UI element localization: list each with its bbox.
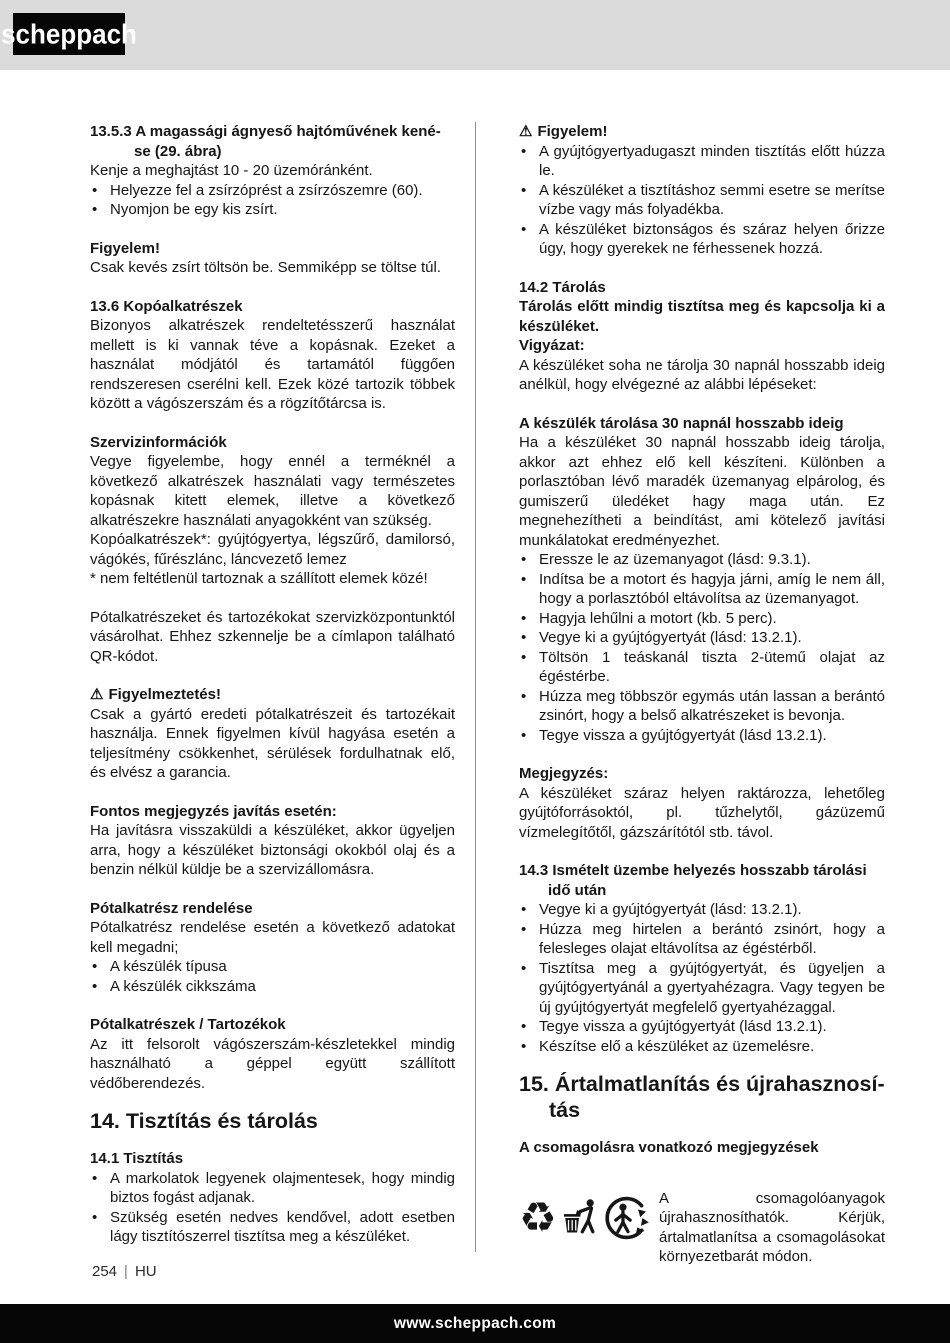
bullet-item — [519, 648, 885, 687]
paragraph: Pótalkatrész rendelése esetén a következő adatokat kell megadni; — [90, 919, 455, 956]
spacer — [90, 783, 455, 802]
bullet-text: A készüléket biztonságos és száraz helyen őrizze úgy, hogy gyerekek ne férhessenek hozzá. — [539, 220, 885, 257]
bullet-item — [90, 200, 455, 220]
bullet-list — [90, 1169, 455, 1247]
tidyman-icon — [560, 1195, 602, 1241]
section-heading: 14. Tisztítás és tárolás — [90, 1109, 318, 1133]
bullet-text: A készülék cikkszáma — [110, 977, 256, 995]
recycle-icon: ♻ — [519, 1193, 557, 1241]
bullet-icon: • — [92, 977, 98, 995]
bullet-text: Indítsa be a motort és hagyja járni, amíg le nem áll, hogy a porlasztóból eltávolítsa az üzemanyagot. — [539, 570, 885, 607]
page-header — [0, 0, 950, 70]
bullet-item — [519, 920, 885, 959]
bullet-icon: • — [521, 726, 527, 744]
paragraph: Bizonyos alkatrészek rendeltetésszerű használat mellett is ki vannak téve a kopásnak. Ezeket a használat módjától és tartamától függően rendszeresen cserélni kell. Ezek közé tartozik többek között a vágószerszám és a rögzítőtárcsa is. — [90, 317, 455, 412]
bullet-icon: • — [92, 958, 98, 975]
bullet-item — [90, 977, 455, 997]
bullet-item — [519, 220, 885, 259]
bullet-item — [519, 609, 885, 629]
bullet-icon: • — [521, 1018, 527, 1035]
paragraph: Csak kevés zsírt töltsön be. Semmiképp se töltse túl. — [90, 259, 441, 276]
heading: Megjegyzés: — [519, 765, 609, 782]
heading: 14.2 Tárolás — [519, 278, 606, 296]
bullet-text: Húzza meg többször egymás után lassan a berántó zsinórt, hogy a belső alkatrészeket is bevonja. — [539, 687, 885, 724]
bullet-text: Nyomjon be egy kis zsírt. — [110, 201, 278, 218]
bullet-item — [519, 1017, 885, 1037]
paragraph: Ha a készüléket 30 napnál hosszabb ideig tárolja, akkor azt ehhez elő kell készíteni. Különben a porlasztóban lévő maradék üzemanyag elpárolog, és gumiszerű üledéket hagy maga után. Ez megnehezítheti a beindítást, ami kötelező javítási munkálatokat eredményezhet. — [519, 434, 885, 549]
left-column — [90, 122, 455, 1247]
paragraph: A készüléket száraz helyen raktározza, lehetőleg gyújtóforrásoktól, pl. tűzhelytől, gázüzemű vízmelegítőtől, gázszárítótól stb. távol. — [519, 784, 885, 841]
bullet-text: Hagyja lehűlni a motort (kb. 5 perc). — [539, 609, 777, 627]
spacer — [519, 259, 885, 278]
bullet-text: A markolatok legyenek olajmentesek, hogy mindig biztos fogást adjanak. — [110, 1169, 455, 1206]
bullet-item — [90, 957, 455, 977]
bullet-list — [519, 900, 885, 1056]
bullet-list — [90, 957, 455, 996]
bullet-item — [90, 1169, 455, 1208]
heading: Szervizinformációk — [90, 433, 227, 451]
heading: Figyelem! — [90, 239, 161, 257]
heading: 14.1 Tisztítás — [90, 1150, 184, 1167]
bullet-item — [519, 726, 885, 746]
bullet-icon: • — [521, 901, 527, 918]
bullet-icon: • — [521, 959, 527, 977]
paragraph: A készüléket soha ne tárolja 30 napnál hosszabb ideig anélkül, hogy elvégezné az alábbi lépéseket: — [519, 356, 885, 393]
bullet-list — [519, 550, 885, 745]
bullet-item — [519, 550, 885, 570]
heading: 13.6 Kopóalkatrészek — [90, 297, 243, 315]
bullet-item — [519, 628, 885, 648]
bullet-icon: • — [92, 1208, 98, 1226]
column-divider — [475, 122, 476, 1252]
bullet-item — [519, 900, 885, 920]
spacer — [90, 880, 455, 899]
bullet-text: Töltsön 1 teáskanál tiszta 2-ütemű olajat az égéstérbe. — [539, 648, 885, 685]
spacer — [90, 666, 455, 685]
bullet-icon: • — [521, 920, 527, 938]
spacer — [519, 395, 885, 414]
heading: A csomagolásra vonatkozó megjegyzések — [519, 1139, 819, 1156]
bullet-text: Készítse elő a készüléket az üzemelésre. — [539, 1037, 815, 1055]
heading: Vigyázat: — [519, 337, 585, 354]
spacer — [519, 842, 885, 861]
bullet-item — [519, 142, 885, 181]
page-number-value: 254 — [92, 1263, 118, 1280]
bullet-icon: • — [92, 1169, 98, 1187]
heading: Pótalkatrészek / Tartozékok — [90, 1016, 286, 1033]
spacer — [519, 1158, 885, 1177]
packaging-icons — [519, 1195, 659, 1241]
section-heading: 15. Ártalmatlanítás és újrahasznosí- tás — [519, 1072, 885, 1122]
bullet-icon: • — [521, 629, 527, 646]
bullet-text: A gyújtógyertyadugaszt minden tisztítás előtt húzza le. — [539, 142, 885, 179]
bullet-text: Szükség esetén nedves kendővel, adott esetben lágy tisztítószerrel tisztítsa meg a készüléket. — [110, 1208, 455, 1245]
bullet-text: Tisztítsa meg a gyújtógyertyát, és ügyeljen a gyújtógyertyánál a gyertyahézagra. Vagy tegyen be új gyújtógyertyát megfelelő gyertyahézaggal. — [539, 959, 885, 1016]
page-content — [90, 122, 885, 1267]
bullet-text: Húzza meg hirtelen a berántó zsinórt, hogy a felesleges olajat eltávolítsa az égéstérből. — [539, 920, 885, 957]
warning-icon: ⚠ — [90, 686, 104, 703]
spacer — [90, 278, 455, 297]
heading: ⚠ Figyelem! — [519, 123, 608, 140]
warning-icon: ⚠ — [519, 123, 533, 140]
website-url: www.scheppach.com — [393, 1314, 557, 1332]
paragraph: Csak a gyártó eredeti pótalkatrészeit és tartozékait használja. Ennek figyelmen kívül hagyása esetén a teljesítmény csökkenhet, sérülések fordulhatnak elő, és elvész a garancia. — [90, 705, 455, 781]
bullet-item — [90, 1208, 455, 1247]
bullet-item — [519, 959, 885, 1018]
spacer — [519, 745, 885, 764]
bullet-text: A készüléket a tisztításhoz semmi esetre se merítse vízbe vagy más folyadékba. — [539, 181, 885, 218]
bullet-icon: • — [521, 181, 527, 199]
bullet-icon: • — [521, 570, 527, 588]
bullet-text: Vegye ki a gyújtógyertyát (lásd: 13.2.1). — [539, 901, 802, 918]
footer-bar — [0, 1304, 950, 1343]
heading: Tárolás előtt mindig tisztítsa meg és kapcsolja ki a készüléket. — [519, 298, 885, 335]
bullet-icon: • — [521, 687, 527, 705]
paragraph: Kopóalkatrészek*: gyújtógyertya, légszűrő, damilorsó, vágókés, fűrészlánc, láncvezető lemez — [90, 531, 455, 568]
bullet-list — [90, 181, 455, 220]
packaging-note — [519, 1189, 885, 1267]
bullet-icon: • — [521, 220, 527, 238]
bullet-icon: • — [521, 609, 527, 627]
bullet-list — [519, 142, 885, 259]
heading: ⚠ Figyelmeztetés! — [90, 686, 221, 703]
paragraph: Pótalkatrészeket és tartozékokat szervizközpontunktól vásárolhat. Ehhez szkennelje be a címlapon található QR-kódot. — [90, 608, 455, 665]
heading: 13.5.3 A magassági ágnyeső hajtóművének kené- se (29. ábra) — [90, 123, 441, 160]
heading: 14.3 Ismételt üzembe helyezés hosszabb tárolási idő után — [519, 862, 867, 899]
triman-icon — [605, 1195, 651, 1241]
bullet-text: Vegye ki a gyújtógyertyát (lásd: 13.2.1). — [539, 629, 802, 646]
paragraph: * nem feltétlenül tartoznak a szállított elemek közé! — [90, 570, 428, 587]
packaging-text: A csomagolóanyagok újrahasznosíthatók. Kérjük, ártalmatlanítsa a csomagolásokat környezetbarát módon. — [659, 1189, 885, 1265]
paragraph: Ha javításra visszaküldi a készüléket, akkor ügyeljen arra, hogy a készüléket biztonsági okokból olaj és a benzin nélkül küldje be a szervizállomásra. — [90, 822, 455, 878]
bullet-icon: • — [521, 142, 527, 160]
spacer — [90, 589, 455, 608]
bullet-text: Tegye vissza a gyújtógyertyát (lásd 13.2.1). — [539, 1018, 827, 1035]
page-number — [92, 1263, 157, 1280]
bullet-text: Eressze le az üzemanyagot (lásd: 9.3.1). — [539, 551, 811, 568]
bullet-text: Tegye vissza a gyújtógyertyát (lásd 13.2.1). — [539, 726, 827, 744]
paragraph: Az itt felsorolt vágószerszám-készletekkel mindig használható a géppel együtt szállított védőberendezés. — [90, 1035, 455, 1092]
spacer — [90, 220, 455, 239]
bullet-icon: • — [521, 648, 527, 666]
bullet-text: Helyezze fel a zsírzóprést a zsírzószemre (60). — [110, 181, 423, 199]
paragraph: Kenje a meghajtást 10 - 20 üzemóránként. — [90, 162, 373, 179]
language-code: HU — [134, 1263, 157, 1280]
heading: A készülék tárolása 30 napnál hosszabb ideig — [519, 414, 844, 432]
spacer — [90, 414, 455, 433]
page-number-separator: | — [124, 1263, 128, 1280]
scheppach-logo — [1, 13, 137, 55]
bullet-item — [90, 181, 455, 201]
bullet-icon: • — [92, 181, 98, 199]
bullet-item — [519, 570, 885, 609]
spacer — [90, 996, 455, 1015]
heading: Fontos megjegyzés javítás esetén: — [90, 802, 337, 820]
bullet-item — [519, 687, 885, 726]
bullet-text: A készülék típusa — [110, 958, 227, 975]
bullet-item — [519, 181, 885, 220]
bullet-icon: • — [92, 201, 98, 218]
logo-text: scheppach — [1, 17, 137, 50]
bullet-item — [519, 1037, 885, 1057]
paragraph: Vegye figyelembe, hogy ennél a terméknél a következő alkatrészek használati vagy természetes kopásnak kitett elemek, illetve a következő alkatrészekre használati anyagokként van szükség. — [90, 453, 455, 529]
bullet-icon: • — [521, 551, 527, 568]
heading: Pótalkatrész rendelése — [90, 899, 253, 917]
right-column — [519, 122, 885, 1267]
bullet-icon: • — [521, 1037, 527, 1055]
